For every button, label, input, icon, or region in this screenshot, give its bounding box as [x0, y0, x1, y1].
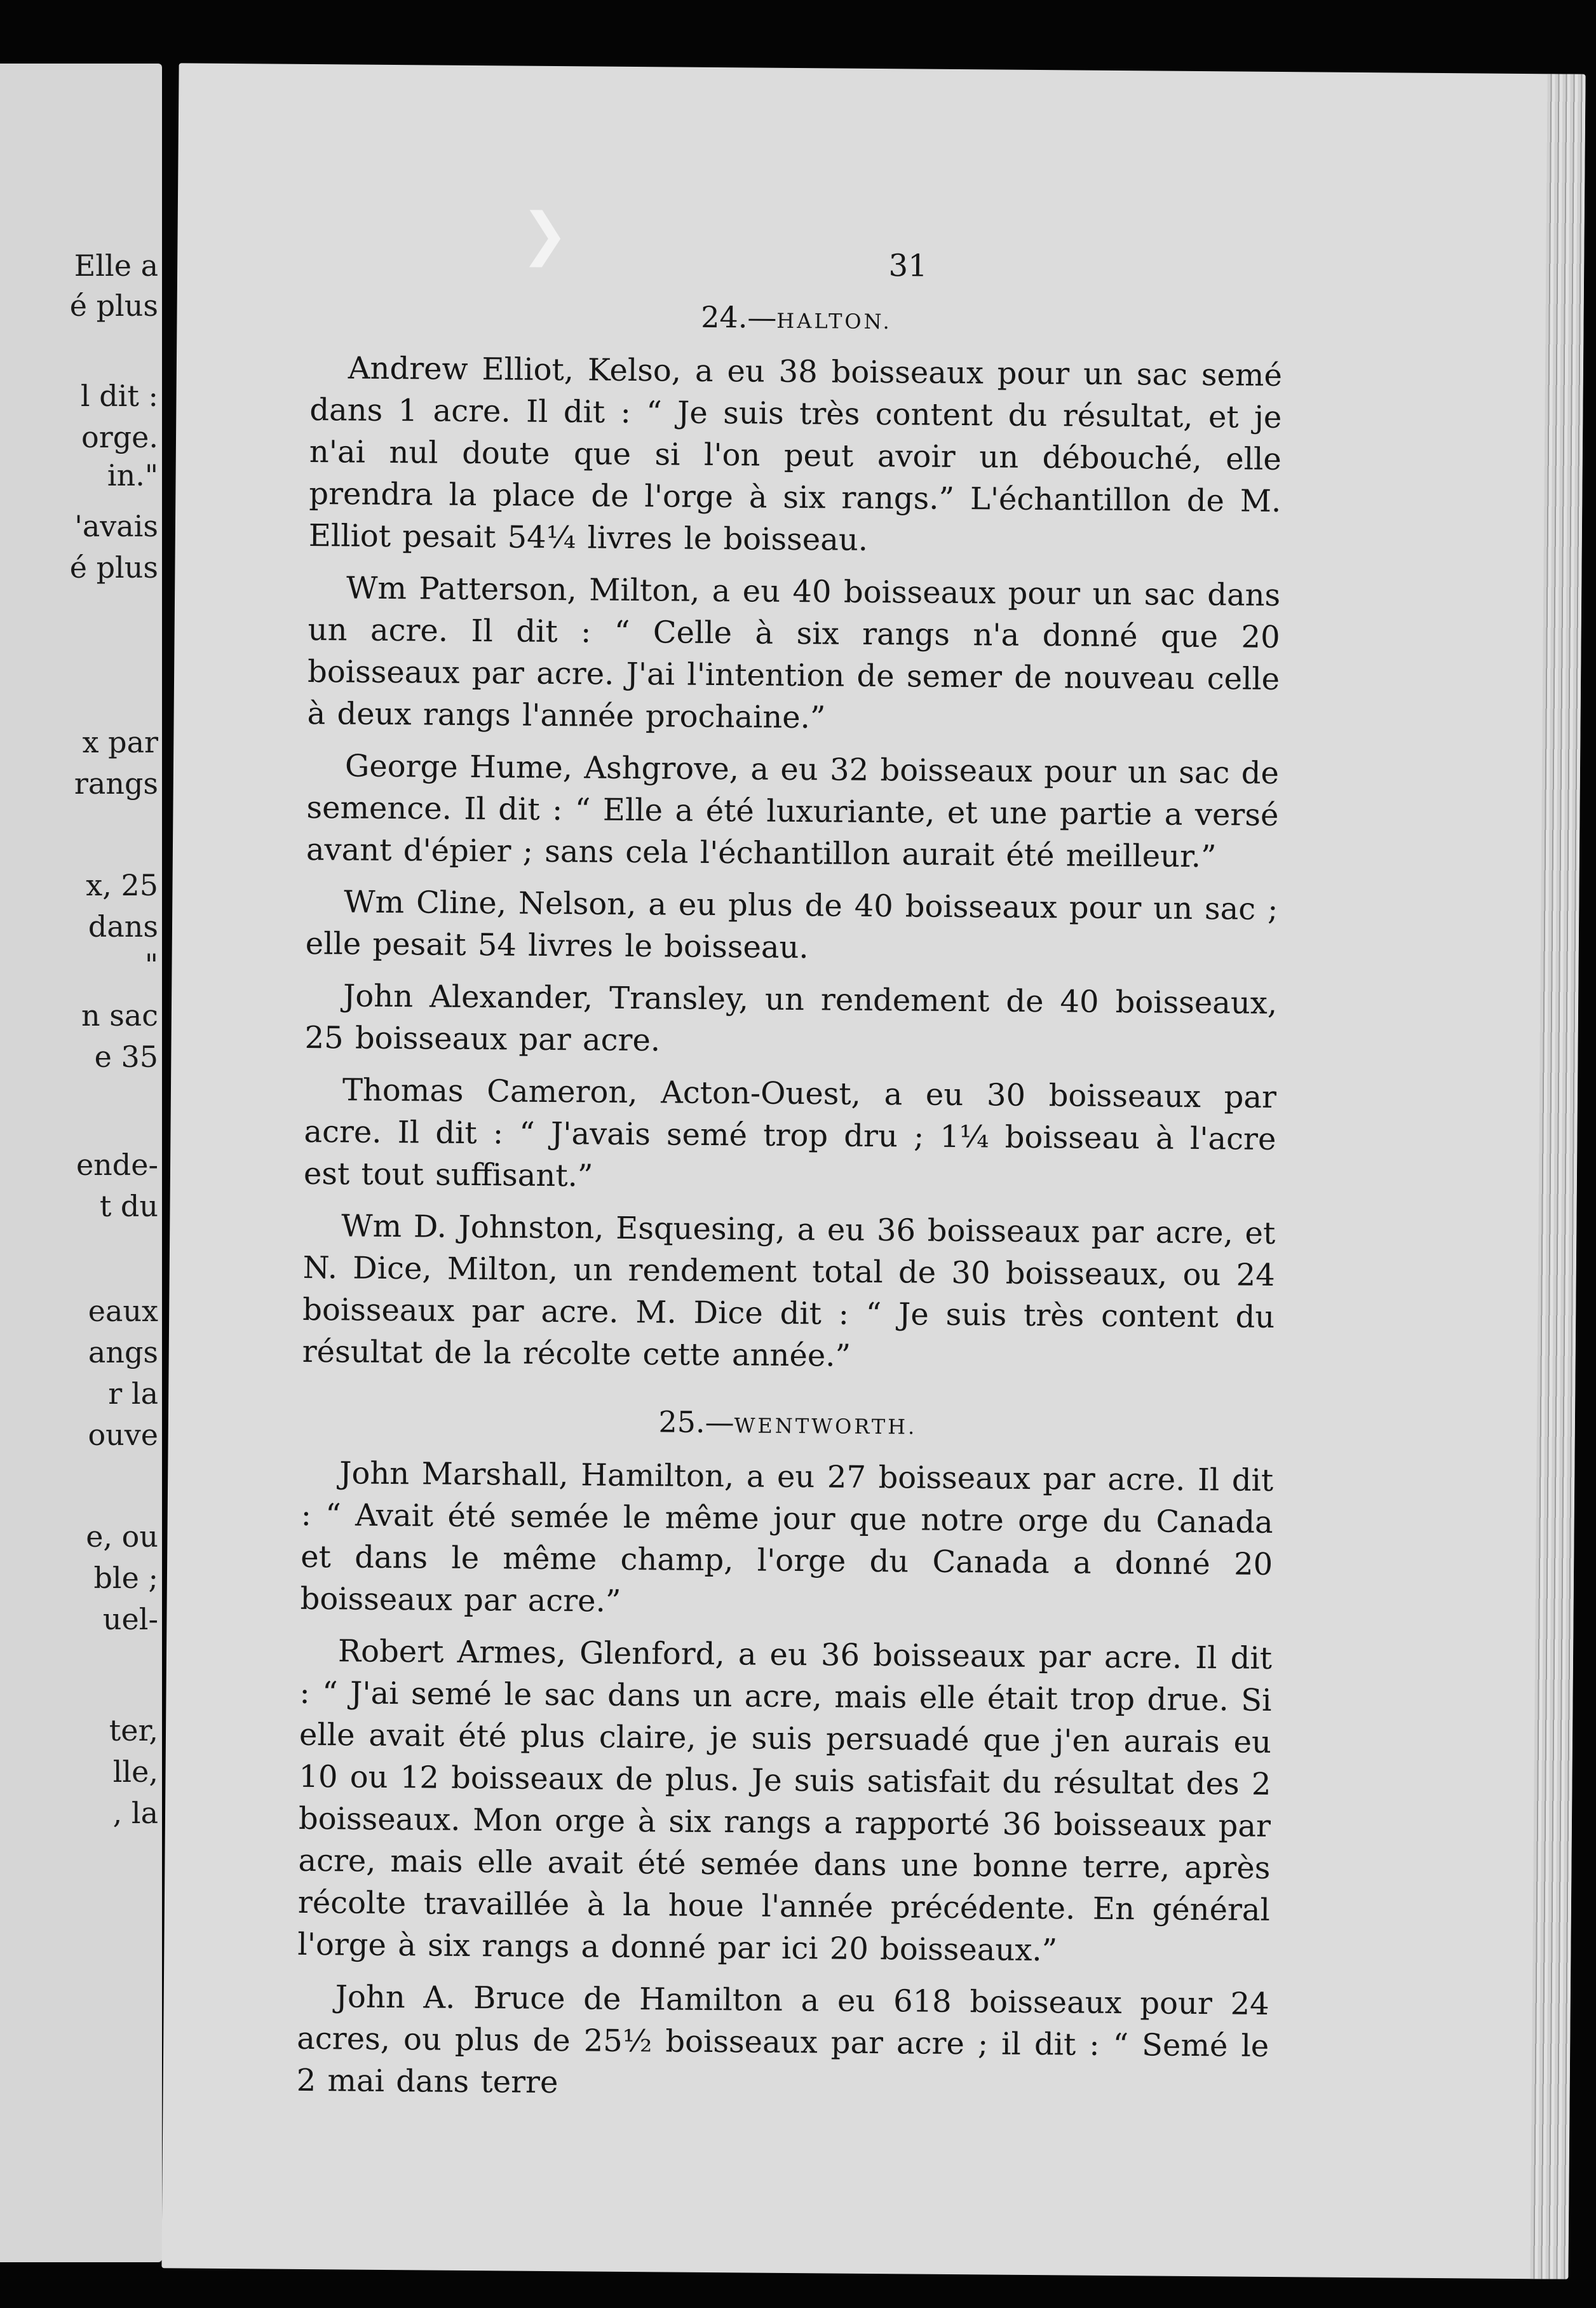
section-name: HALTON. — [776, 308, 892, 334]
section-number: 24.— — [701, 299, 777, 335]
right-page — [161, 63, 1585, 2279]
left-page-text-fragment: x par — [82, 725, 158, 759]
left-page-text-fragment: 'avais — [74, 509, 158, 543]
paragraph: Wm D. Johnston, Esquesing, a eu 36 boisseaux par acre, et N. Dice, Milton, un rendement total de 30 boisseaux, ou 24 boisseaux par acre. M. Dice dit : “ Je suis très content du résultat de la récolte cette année.” — [302, 1208, 1276, 1374]
left-page-text-fragment: dans — [88, 909, 158, 944]
paragraph: John Marshall, Hamilton, a eu 27 boisseaux par acre. Il dit : “ Avait été semée le même jour que notre orge du Canada et dans le même champ, l'orge du Canada a donné 20 boisseaux par acre.” — [300, 1455, 1274, 1619]
left-page-text-fragment: ende- — [76, 1148, 158, 1182]
left-page-text-fragment: orge. — [81, 420, 158, 454]
left-page-text-fragment: eaux — [88, 1294, 158, 1328]
left-page-text-fragment: Elle a — [74, 248, 158, 283]
section-heading — [310, 293, 1283, 346]
section-heading — [302, 1398, 1275, 1451]
page-edges — [1530, 74, 1585, 2279]
scan-mark: ❯ — [520, 200, 569, 268]
page-number: 31 — [888, 248, 928, 284]
left-page-text-fragment: l dit : — [80, 379, 158, 413]
left-page-text-fragment: ouve — [88, 1418, 158, 1452]
left-page-text-fragment: r la — [108, 1376, 158, 1411]
left-page-text-fragment: é plus — [69, 288, 158, 323]
left-page-text-fragment: ble ; — [93, 1561, 158, 1595]
left-page-text-fragment: , la — [112, 1796, 158, 1830]
paragraph: Wm Patterson, Milton, a eu 40 boisseaux pour un sac dans un acre. Il dit : “ Celle à six rangs n'a donné que 20 boisseaux par acre. J'ai l'intention de semer de nouveau celle à deux rangs l'année prochaine.” — [307, 570, 1281, 736]
paragraph: George Hume, Ashgrove, a eu 32 boisseaux pour un sac de semence. Il dit : “ Elle a été luxuriante, et une partie a versé avant d'épier ; sans cela l'échantillon aurait été meilleur.” — [306, 748, 1280, 875]
left-page-text-fragment: lle, — [112, 1755, 158, 1789]
left-page-text-fragment: angs — [88, 1335, 158, 1369]
paragraph: Wm Cline, Nelson, a eu plus de 40 boisseaux pour un sac ; elle pesait 54 livres le boisseau. — [305, 884, 1278, 966]
paragraph: Thomas Cameron, Acton-Ouest, a eu 30 boisseaux par acre. Il dit : “ J'avais semé trop dru ; 1¼ boisseau à l'acre est tout suffisant.” — [303, 1072, 1277, 1194]
section-number: 25.— — [658, 1404, 734, 1440]
left-page-text-fragment: " — [144, 947, 158, 982]
left-page-text-fragment: t du — [99, 1189, 158, 1223]
left-page-text-fragment: é plus — [69, 550, 158, 585]
page-content — [296, 293, 1282, 2119]
paragraph: John A. Bruce de Hamilton a eu 618 boisseaux pour 24 acres, ou plus de 25½ boisseaux par acre ; il dit : “ Semé le 2 mai dans terre — [296, 1979, 1269, 2101]
left-page-text-fragment: e 35 — [94, 1040, 158, 1074]
left-page-text-fragment: n sac — [81, 998, 158, 1033]
paragraph: Robert Armes, Glenford, a eu 36 boisseaux par acre. Il dit : “ J'ai semé le sac dans un acre, mais elle était trop drue. Si elle avait été plus claire, je suis persuadé que j'en aurais eu 10 ou 12 boisseaux de plus. Je suis satisfait du résultat des 2 boisseaux. Mon orge à six rangs a rapporté 36 boisseaux par acre, mais elle avait été semée dans une bonne terre, après récolte travaillée à la houe l'année précédente. En général l'orge à six rangs a donné par ici 20 boisseaux.” — [297, 1633, 1273, 1969]
left-page-fragment — [0, 64, 162, 2262]
section-name: WENTWORTH. — [734, 1413, 917, 1439]
left-page-text-fragment: ter, — [109, 1713, 158, 1748]
left-page-text-fragment: in." — [107, 458, 158, 492]
left-page-text-fragment: uel- — [102, 1602, 158, 1636]
left-page-text-fragment: e, ou — [86, 1519, 158, 1554]
left-page-text-fragment: rangs — [74, 766, 158, 801]
left-page-text-fragment: x, 25 — [86, 868, 158, 902]
paragraph: John Alexander, Transley, un rendement de 40 boisseaux, 25 boisseaux par acre. — [304, 978, 1278, 1059]
paragraph: Andrew Elliot, Kelso, a eu 38 boisseaux pour un sac semé dans 1 acre. Il dit : “ Je suis très content du résultat, et je n'ai nul doute que si l'on peut avoir un débouché, elle prendra la place de l'orge à six rangs.” L'échantillon de M. Elliot pesait 54¼ livres le boisseau. — [308, 350, 1283, 558]
